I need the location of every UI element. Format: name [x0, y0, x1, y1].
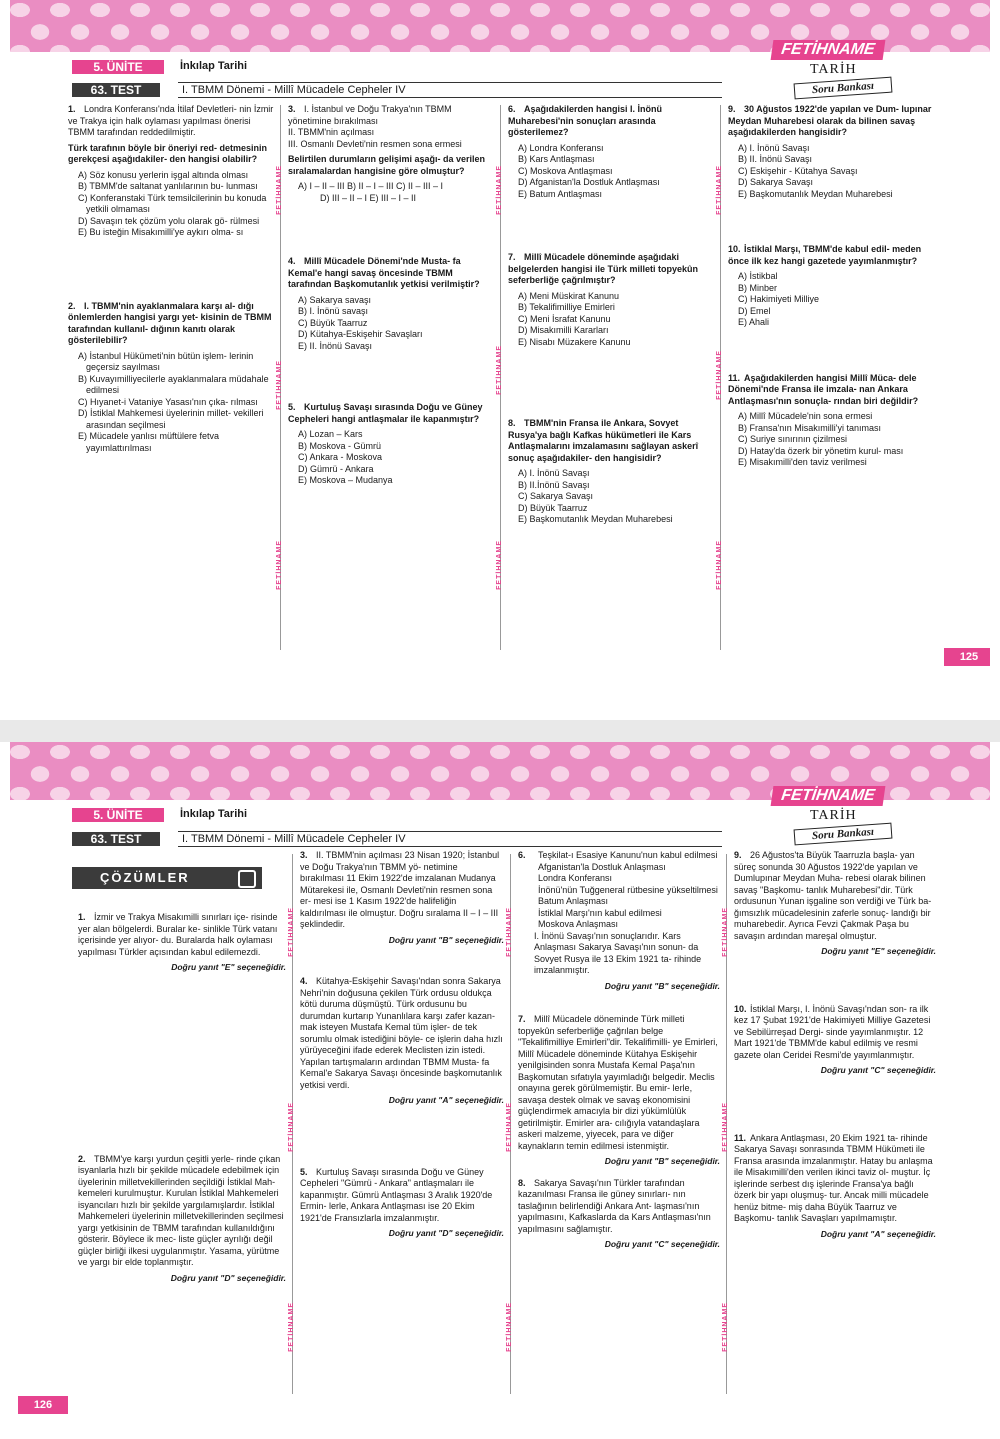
answer-option[interactable]: A) Meni Müskirat Kanunu [518, 290, 620, 301]
solution-3 [300, 850, 504, 946]
answer-option[interactable]: C) Hıyanet-i Vataniye Yasası'nın çıka- rılması [78, 396, 258, 407]
solutions-label-text: ÇÖZÜMLER [100, 870, 190, 885]
side-brand-mark: FETİHNAME [276, 165, 283, 215]
side-brand-mark: FETİHNAME [276, 540, 283, 590]
solution-9 [734, 850, 936, 958]
question-3 [288, 104, 494, 204]
correct-answer: Doğru yanıt "C" seçeneğidir. [820, 1065, 936, 1075]
unit-badge: 5. ÜNİTE [72, 808, 164, 822]
brand-logo [772, 40, 892, 102]
answer-option[interactable]: E) Mücadele yanlısı müftülere fetva yayımlattırılması [78, 431, 220, 453]
answer-option[interactable]: A) Millî Mücadele'nin sona ermesi [738, 411, 873, 421]
answer-option[interactable]: A) Söz konusu yerlerin işgal altında olması [78, 169, 249, 180]
solution-number: 7. [518, 1014, 526, 1024]
logo-subject: TARİH [810, 62, 857, 77]
question-number: 4. [288, 256, 296, 266]
question-premise: Londra Konferansı'nda İtilaf Devletleri- nin İzmir ve Trakya için halk oylaması yapılması önerisi TBMM tarafından reddedilmiştir. [68, 104, 274, 137]
question-number: 1. [68, 104, 76, 114]
side-brand-mark: FETİHNAME [496, 165, 503, 215]
question-2 [68, 301, 274, 455]
question-stem: Millî Mücadele döneminde aşağıdaki belgelerden hangisi ile Türk milleti topyekûn seferberliğe çağrılmıştır? [508, 252, 699, 285]
test-title: I. TBMM Dönemi - Millî Mücadele Cepheler IV [178, 82, 722, 98]
solution-text: İzmir ve Trakya Misakımilli sınırları içe- risinde yer alan bölgelerdi. Buralar ke- sinlikle Türk vatanı içerisinde yer alıyor- du. Buralarda halk oylaması yapılması Türkler açısından kabul edilemezdi. [78, 912, 278, 957]
answer-option[interactable]: C) Sakarya Savaşı [518, 491, 594, 501]
answer-option[interactable]: B) II.İnönü Savaşı [518, 479, 590, 490]
solution-5 [300, 1167, 504, 1240]
side-brand-mark: FETİHNAME [716, 350, 723, 400]
test-number-badge: 63. TEST [72, 832, 160, 846]
question-number: 9. [728, 104, 736, 114]
solution-10 [734, 1004, 936, 1077]
solution-number: 10. [734, 1003, 747, 1014]
logo-subject: TARİH [810, 808, 857, 823]
answer-option[interactable]: E) Bu isteğin Misakımilli'ye aykırı olma- sı [78, 227, 244, 237]
solution-text: Millî Mücadele döneminde Türk milleti topyekûn seferberliğe çağrılan belge "Tekalifimilliye Emirleri"dir. Tekalifimilli- ye Emirleri, Millî Mücadele döneminde Kütahya Eskişehir yenilgisinden sonra Mustafa Kemal Paşa'nın Başkomutan sıfatıyla yayımladığı belgedir. Meclis onayına gerek görülmemiştir. Bu emir- lerle, savaşa destek olmak ve savaş ekonomisini güçlendirmek amacıyla bir dizi yükümlülük getirilmiştir. Emirler ara- cılığıyla vatandaşlara askeri malzeme, yiyecek, para ve diğer kaynakların temin edilmesi istenmiştir. [518, 1014, 718, 1151]
answer-option[interactable]: C) Büyük Taarruz [298, 317, 368, 328]
answer-option[interactable]: E) Nisabı Müzakere Kanunu [518, 336, 631, 347]
question-column-3 [508, 104, 714, 526]
solution-number: 11. [734, 1132, 747, 1143]
question-10 [728, 244, 934, 329]
answer-option[interactable]: A) İstanbul Hükümeti'nin bütün işlem- lerinin geçersiz sayılması [78, 350, 254, 372]
side-brand-mark: FETİHNAME [506, 1302, 513, 1352]
answer-option[interactable]: B) TBMM'de saltanat yanlılarının bu- lunması [78, 181, 258, 191]
answer-option[interactable]: D) Sakarya Savaşı [738, 177, 814, 187]
answer-option[interactable]: D) Savaşın tek çözüm yolu olarak gö- rülmesi [78, 215, 260, 226]
brand-logo [772, 786, 892, 848]
answer-option[interactable]: D) Kütahya-Eskişehir Savaşları [298, 329, 423, 339]
question-5 [288, 402, 494, 487]
solution-bullet: Afganistan'la Dostluk Anlaşması [538, 861, 666, 872]
correct-answer: Doğru yanıt "C" seçeneğidir. [604, 1239, 720, 1249]
page-number: 125 [944, 648, 990, 666]
answer-option[interactable]: B) Tekalifimilliye Emirleri [518, 302, 615, 312]
question-number: 2. [68, 300, 76, 311]
answer-option[interactable]: E) Misakımilli'den taviz verilmesi [738, 457, 867, 467]
solution-column-3 [518, 850, 720, 1251]
answer-option[interactable]: A) Lozan – Kars [298, 429, 363, 439]
question-stem: İstiklal Marşı, TBMM'de kabul edil- meden önce ilk kez hangi gazetede yayımlanmıştır? [728, 244, 922, 266]
correct-answer: Doğru yanıt "B" seçeneğidir. [388, 934, 504, 945]
side-brand-mark: FETİHNAME [496, 540, 503, 590]
question-number: 7. [508, 252, 516, 262]
question-number: 11. [728, 372, 741, 383]
question-column-4 [728, 104, 934, 469]
page-gap [0, 720, 1000, 742]
side-brand-mark: FETİHNAME [288, 1302, 295, 1352]
correct-answer: Doğru yanıt "E" seçeneğidir. [821, 946, 936, 956]
answer-option[interactable]: B) Kuvayımilliyecilerle ayaklanmalara müdahale edilmesi [78, 373, 269, 395]
answer-option[interactable]: D) Emel [738, 305, 771, 316]
solution-column-4 [734, 850, 936, 1240]
solution-text: I. İnönü Savaşı'nın sonuçlarıdır. Kars Anlaşması Sakarya Savaşı'nın sonun- da Sovyet Rusya ile 13 Ekim 1921 ta- rihinde imzalanmıştır. [534, 930, 702, 975]
answer-option[interactable]: E) Başkomutanlık Meydan Muharebesi [738, 188, 893, 199]
side-brand-mark: FETİHNAME [722, 1102, 729, 1152]
answer-option[interactable]: D) Büyük Taarruz [518, 502, 588, 513]
answer-option[interactable]: C) Meni İsrafat Kanunu [518, 313, 611, 324]
question-number: 8. [508, 418, 516, 428]
question-stem: Türk tarafının böyle bir öneriyi red- detmesinin gerekçesi aşağıdakiler- den hangisi olabilir? [68, 142, 268, 164]
unit-badge: 5. ÜNİTE [72, 60, 164, 74]
answer-option[interactable]: C) Suriye sınırının çizilmesi [738, 434, 848, 444]
solution-1 [78, 912, 286, 974]
solution-8 [518, 1178, 720, 1251]
solution-text: II. TBMM'nin açılması 23 Nisan 1920; İstanbul ve Doğu Trakya'nın TBMM yö- netimine bırakılması 11 Ekim 1922'de imzalanan Mudanya Mütarekesi ile, Osmanlı Devleti'nin resmen sona er- mesi ise 1 Kasım 1922'de halifeliğin kaldırılması ile olmuştur. Doğru sıralama II – I – III şeklindedir. [300, 850, 500, 929]
side-brand-mark: FETİHNAME [496, 345, 503, 395]
answer-option[interactable]: A) İstikbal [738, 271, 778, 281]
correct-answer: Doğru yanıt "D" seçeneğidir. [170, 1272, 286, 1283]
logo-brand: FETİHNAME [771, 786, 886, 806]
solution-text: 26 Ağustos'ta Büyük Taarruzla başla- yan süreç sonunda 30 Ağustos 1922'de yapılan ve Dumlupınar Meydan Muha- rebesi olarak bilinen savaş "Başkomu- tanlık Muharebesi"dir. Türk ordusunun Yunan işgaline son verdiği ve Türk ba- ğımsızlık mücadelesinin zaferle sonuç- landığı bir muharebedir. Ayrıca Fevzi Çakmak Paşa bu savaşın ardından mareşal olmuştur. [734, 850, 932, 941]
answer-option[interactable]: B) Moskova - Gümrü [298, 440, 382, 451]
question-7 [508, 252, 714, 348]
question-number: 6. [508, 104, 516, 114]
answer-option[interactable]: B) II. İnönü Savaşı [738, 154, 813, 164]
solutions-page-126 [10, 742, 990, 1439]
correct-answer: Doğru yanıt "B" seçeneğidir. [604, 980, 720, 991]
correct-answer: Doğru yanıt "E" seçeneğidir. [171, 962, 286, 972]
question-column-1 [68, 104, 274, 454]
solution-text: Kurtuluş Savaşı sırasında Doğu ve Güney Cepheleri "Gümrü - Ankara" antlaşmaları ile kapanmıştır. Gümrü Antlaşması 3 Aralık 1920'de Ermin- lerle, Ankara Antlaşması ise 20 Ekim 1921'de Fransızlarla imzalanmıştır. [300, 1166, 493, 1223]
solution-bullet: Batum Anlaşması [538, 896, 609, 906]
subject-title: İnkılap Tarihi [180, 60, 248, 72]
subject-title: İnkılap Tarihi [180, 808, 248, 820]
solution-text: Ankara Antlaşması, 20 Ekim 1921 ta- rihinde Sakarya Savaşı sonrasında TBMM Hükümeti ile Fransa arasında imzalanmıştır. Hatay bu anlaşma ile Misakımilli'den verilen ikinci taviz ol- muştur. İç işlerinde serbest dış işlerinde Fransa'ya bağlı özerk bir yapı oluşmuş- tur. Ancak milli mücadele henüz bitme- miş daha Büyük Taarruz ve Başkomu- tanlık Savaşları yapılmamıştır. [734, 1132, 933, 1223]
side-brand-mark: FETİHNAME [276, 360, 283, 410]
logo-tag: Soru Bankası [794, 77, 893, 100]
side-brand-mark: FETİHNAME [716, 165, 723, 215]
answer-option[interactable]: B) Minber [738, 282, 778, 293]
solution-2 [78, 1154, 286, 1285]
answer-option[interactable]: D) Hatay'da özerk bir yönetim kurul- ması [738, 445, 904, 456]
question-column-2 [288, 104, 494, 487]
correct-answer: Doğru yanıt "A" seçeneğidir. [820, 1228, 936, 1239]
question-stem: 30 Ağustos 1922'de yapılan ve Dum- lupınar Meydan Muharebesi olarak da bilinen savaş aşağıdakilerden hangisidir? [728, 104, 932, 137]
question-stem: Kurtuluş Savaşı sırasında Doğu ve Güney Cepheleri hangi antlaşmalar ile kapanmıştır? [288, 402, 483, 424]
solution-number: 6. [518, 850, 526, 860]
answer-option[interactable]: A) Londra Konferansı [518, 142, 604, 153]
solution-column-2 [300, 850, 504, 1240]
question-stem: Aşağıdakilerden hangisi I. İnönü Muharebesi'nin sonuçları arasında gösterilemez? [508, 104, 663, 137]
question-premise: I. İstanbul ve Doğu Trakya'nın TBMM yönetimine bırakılması II. TBMM'nin açılması III. Osmanlı Devleti'nin resmen sona ermesi [288, 104, 462, 149]
question-stem: Aşağıdakilerden hangisi Millî Müca- dele Dönemi'nde Fransa ile imzala- nan Ankara Antlaşması'nın sonuçla- rından biri değildir? [728, 372, 919, 406]
solution-bullet: Teşkilat-ı Esasiye Kanunu'nun kabul edilmesi [538, 850, 718, 860]
solution-number: 4. [300, 976, 308, 986]
answer-option[interactable]: A) I. İnönü Savaşı [738, 142, 810, 153]
side-brand-mark: FETİHNAME [506, 1102, 513, 1152]
solution-number: 3. [300, 850, 308, 860]
answer-option[interactable]: A) I – II – III B) II – I – III C) II – III – I [298, 181, 444, 191]
answer-option[interactable]: E) Batum Antlaşması [518, 188, 603, 199]
logo-tag: Soru Bankası [794, 823, 893, 846]
question-number: 3. [288, 104, 296, 114]
solution-number: 5. [300, 1166, 308, 1177]
side-brand-mark: FETİHNAME [716, 540, 723, 590]
solution-bullet: İnönü'nün Tuğgeneral rütbesine yükseltilmesi [538, 884, 718, 895]
solution-7 [518, 1014, 720, 1168]
solution-bullet: İstiklal Marşı'nın kabul edilmesi [538, 907, 662, 918]
answer-option[interactable]: A) I. İnönü Savaşı [518, 468, 590, 478]
answer-option[interactable]: C) Moskova Antlaşması [518, 165, 613, 176]
answer-option[interactable]: B) Fransa'nın Misakımilli'yi tanıması [738, 422, 881, 433]
answer-option[interactable]: C) Eskişehir - Kütahya Savaşı [738, 165, 858, 176]
solution-number: 2. [78, 1153, 86, 1164]
answer-option[interactable]: D) III – II – I E) III – I – II [320, 192, 417, 203]
correct-answer: Doğru yanıt "D" seçeneğidir. [388, 1228, 504, 1238]
answer-option[interactable]: E) Moskova – Mudanya [298, 475, 393, 485]
answer-option[interactable]: A) Sakarya savaşı [298, 294, 372, 305]
solution-text: Kütahya-Eskişehir Savaşı'ndan sonra Sakarya Nehri'nin doğusuna çekilen Türk ordusu oldukça kötü duruma düşmüştü. Türk ordusunu bu durumdan kurtarıp Yunanlılara karşı zafer kazan- mak isteyen Mustafa Kemal tüm işler- de tek sorumlu olmak istediğini böyle- ce işlerin daha hızlı yürüyeceğini ifade ederek Meclisten izin istedi. Yapılan tartışmaların ardından TBMM Musta- fa Kemal'e Sakarya Savaşı öncesinde başkomutanlık yetkisi verdi. [300, 976, 503, 1090]
answer-option[interactable]: D) Afganistan'la Dostluk Antlaşması [518, 177, 660, 187]
question-1 [68, 104, 274, 239]
question-stem: I. TBMM'nin ayaklanmalara karşı al- dığı önlemlerden hangisi yargı yet- kisinin de TBMM tarafından kullanıl- dığının kanıtı olarak gösterilebilir? [68, 300, 272, 345]
solution-text: TBMM'ye karşı yurdun çeşitli yerle- rinde çıkan isyanlarla hızlı bir şekilde mücadele edebilmek için üyelerinin milletvekillerinden seçildiği İstiklal Mah- kemeleri kurulmuştur. Kurulan İstiklal Mahkemeleri isyancıları hızlı bir şekilde yargılamışlardır. İstiklal Mahkemeleri üyelerinin milletvekillerinden seçilmesi yargı yetkisinin de TBMM tarafından kullanıldığını gösterir. Böylece ik mec- liste güçler ayrılığı değil güçler birliği ilkesi uygulanmıştır. Yasama, yürütme ve yargı bir elde toplanmıştır. [78, 1153, 284, 1267]
question-4 [288, 256, 494, 352]
question-11 [728, 373, 934, 469]
solution-text: Sakarya Savaşı'nın Türkler tarafından kazanılması Fransa ile güney sınırları- nın taslağının belirlendiği Ankara Ant- laşması'nın yapılmasını, Kafkaslarda da Kars Antlaşması'nın yapılmasını sağlamıştır. [518, 1177, 711, 1234]
answer-option[interactable]: E) Ahali [738, 317, 770, 327]
answer-option[interactable]: C) Hakimiyeti Milliye [738, 294, 820, 304]
correct-answer: Doğru yanıt "A" seçeneğidir. [388, 1095, 504, 1105]
solution-number: 8. [518, 1177, 526, 1188]
question-stem: Belirtilen durumların gelişimi aşağı- da verilen sıralamalardan hangisine göre olmuştur? [288, 154, 486, 176]
solution-bullet: Londra Konferansı [538, 873, 613, 883]
question-8 [508, 418, 714, 526]
answer-option[interactable]: C) Ankara - Moskova [298, 452, 383, 462]
test-number-badge: 63. TEST [72, 83, 160, 97]
question-number: 10. [728, 244, 741, 254]
test-title: I. TBMM Dönemi - Millî Mücadele Cepheler IV [178, 831, 722, 847]
solution-number: 9. [734, 850, 742, 860]
solutions-label [72, 867, 262, 889]
correct-answer: Doğru yanıt "B" seçeneğidir. [604, 1156, 720, 1166]
lock-icon [238, 870, 256, 888]
question-number: 5. [288, 402, 296, 412]
solution-number: 1. [78, 912, 86, 922]
answer-option[interactable]: D) Gümrü - Ankara [298, 463, 374, 474]
answer-option[interactable]: C) Konferanstaki Türk temsilcilerinin bu konuda yetkili olmaması [78, 192, 267, 214]
answer-option[interactable]: D) İstiklal Mahkemesi üyelerinin millet- vekilleri arasından seçilmesi [78, 408, 264, 430]
solution-6 [518, 850, 720, 992]
logo-brand: FETİHNAME [771, 40, 886, 60]
solution-4 [300, 976, 504, 1107]
question-9 [728, 104, 934, 200]
answer-option[interactable]: D) Misakımilli Kararları [518, 325, 609, 335]
side-brand-mark: FETİHNAME [722, 1302, 729, 1352]
solution-bullet: Moskova Anlaşması [538, 919, 619, 929]
solution-column-1 [78, 912, 286, 1284]
solution-text: İstiklal Marşı, I. İnönü Savaşı'ndan son- ra ilk kez 17 Şubat 1921'de Hakimiyeti Milliye Gazetesi ve Sebilürreşad Dergi- sinde yayımlanmıştır. 12 Mart 1921'de TBMM'de kabul edilmiş ve resmi gazete olan Ceridei Resmi'de yayımlanmıştır. [734, 1003, 931, 1060]
solution-11 [734, 1133, 936, 1241]
question-stem: TBMM'nin Fransa ile Ankara, Sovyet Rusya'ya bağlı Kafkas hükümetleri ile Kars Antlaşmalarını imzalamasını sağlayan askerî sonuç aşağıdakiler- den hangisidir? [508, 418, 699, 463]
question-6 [508, 104, 714, 200]
answer-option[interactable]: B) I. İnönü savaşı [298, 306, 369, 316]
answer-option[interactable]: E) II. İnönü Savaşı [298, 340, 373, 351]
side-brand-mark: FETİHNAME [506, 907, 513, 957]
side-brand-mark: FETİHNAME [288, 1102, 295, 1152]
side-brand-mark: FETİHNAME [722, 907, 729, 957]
worksheet-page-125 [10, 0, 990, 720]
answer-option[interactable]: E) Başkomutanlık Meydan Muharebesi [518, 514, 673, 524]
answer-option[interactable]: B) Kars Antlaşması [518, 154, 595, 164]
question-stem: Millî Mücadele Dönemi'nde Musta- fa Kemal'e hangi savaş öncesinde TBMM tarafından Başkomutanlık yetkisi verilmiştir? [288, 256, 480, 289]
page-number: 126 [18, 1396, 68, 1414]
side-brand-mark: FETİHNAME [288, 907, 295, 957]
